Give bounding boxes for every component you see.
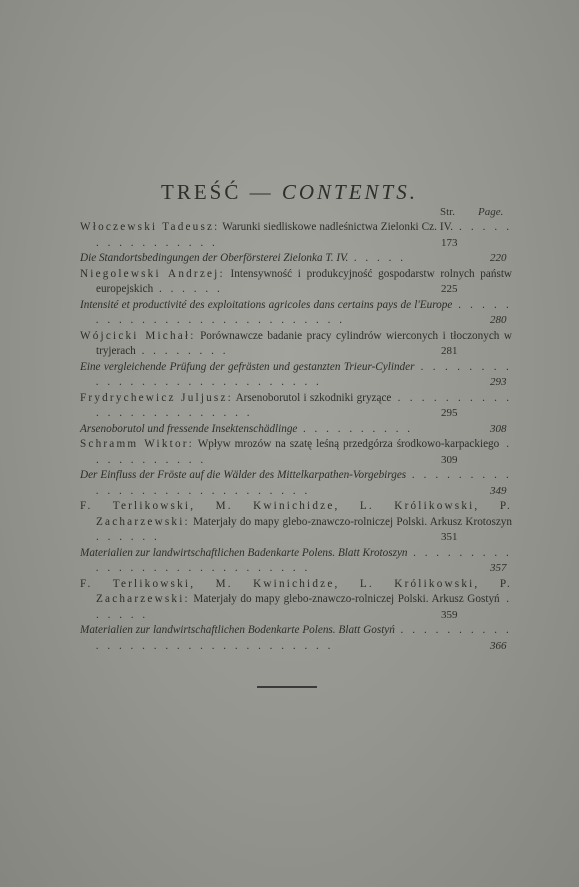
entry-text xyxy=(80,546,512,577)
entry-page-number: 349 xyxy=(490,484,507,497)
contents-entry xyxy=(80,267,512,298)
entry-leader-dots: . . . . . xyxy=(348,252,407,264)
entry-title: Porównawcze badanie pracy cylindrów wierconych i tłoczonych w tryjerach xyxy=(96,329,513,357)
entry-title: Materjały do mapy glebo-znawczo-rolniczej Polski. Arkusz Gostyń xyxy=(189,593,500,605)
entry-title: Arsenoborutol i szkodniki gryzące xyxy=(232,391,392,404)
contents-entry xyxy=(80,546,512,577)
contents-entry xyxy=(80,437,512,468)
contents-entry xyxy=(80,499,512,546)
contents-entry xyxy=(80,220,512,251)
entry-leader-dots: . . . . . . . . . . . xyxy=(96,438,512,466)
entry-page-number: 366 xyxy=(490,639,507,652)
entry-author: Niegolewski Andrzej: xyxy=(80,267,225,280)
entry-str-number: 281 xyxy=(441,345,458,357)
contents-entry xyxy=(80,577,512,624)
entry-str-number: 359 xyxy=(441,608,458,621)
entry-text xyxy=(80,298,512,329)
contents-entry xyxy=(80,298,512,329)
entry-str-number: 351 xyxy=(441,531,458,543)
column-header-str: Str. xyxy=(440,206,455,218)
entry-author: F. Terlikowski, M. Kwinichidze, L. Królikowski, P. Zacharzewski: xyxy=(80,500,512,528)
entry-author: Włoczewski Tadeusz: xyxy=(80,221,220,233)
contents-entry xyxy=(80,329,512,360)
entry-leader-dots: . . . . . . xyxy=(153,283,223,295)
entry-author: F. Terlikowski, M. Kwinichidze, L. Królikowski, P. Zacharzewski: xyxy=(80,577,512,605)
contents-entry xyxy=(80,391,512,422)
entry-title: Wpływ mrozów na szatę leśną przedgórza środkowo-karpackiego xyxy=(193,438,500,450)
entry-leader-dots: . . . . . . . . . . . . . . . . . . . . . . . . . . . . xyxy=(96,546,512,574)
closing-rule xyxy=(257,686,317,688)
contents-entry xyxy=(80,623,512,654)
entry-text xyxy=(80,422,512,438)
entry-text xyxy=(80,251,512,267)
entry-author: Wójcicki Michał: xyxy=(80,329,196,342)
contents-entry xyxy=(80,422,512,438)
entry-leader-dots: . . . . . . . . . . xyxy=(297,422,414,435)
entry-title: Materialien zur landwirtschaftlichen Bodenkarte Polens. Blatt Gostyń xyxy=(80,624,395,636)
entry-title: Intensywność i produkcyjność gospodarstw rolnych państw europejskich xyxy=(96,267,513,295)
entry-page-number: 357 xyxy=(490,562,507,574)
entry-leader-dots: . . . . . . . . . . . . . . . . . . . . . . . . . . . . . . . xyxy=(96,624,513,652)
entry-author: Schramm Wiktor: xyxy=(80,438,194,450)
entry-title: Materialien zur landwirtschaftlichen Badenkarte Polens. Blatt Krotoszyn xyxy=(80,546,408,559)
entry-title: Warunki siedliskowe nadleśnictwa Zielonki Cz. IV. xyxy=(219,221,454,233)
entry-page-number: 308 xyxy=(490,422,507,435)
entry-page-number: 280 xyxy=(490,314,507,326)
entry-page-number: 220 xyxy=(490,252,507,264)
entry-author: Frydrychewicz Juljusz: xyxy=(80,391,233,404)
contents-list xyxy=(80,220,512,654)
entry-leader-dots: . . . . . . . . . . . . . . . . . . . . . . . . . . . . xyxy=(96,360,513,388)
entry-title: Arsenoborutol und fressende Insektenschädlinge xyxy=(80,422,298,435)
title-separator: — xyxy=(241,180,282,204)
entry-str-number: 309 xyxy=(441,453,458,466)
entry-text xyxy=(80,360,512,391)
entry-str-number: 295 xyxy=(441,407,458,419)
entry-title: Die Standortsbedingungen der Oberförsterei Zielonka T. IV. xyxy=(80,252,349,264)
entry-leader-dots: . . . . . . xyxy=(96,531,160,543)
column-header-page: Page. xyxy=(478,206,504,218)
entry-text xyxy=(80,468,512,499)
title-polish: TREŚĆ xyxy=(161,180,242,204)
entry-title: Intensité et productivité des exploitations agricoles dans certains pays de l'Europe xyxy=(80,298,453,311)
contents-entry xyxy=(80,360,512,391)
entry-leader-dots: . . . . . . . . xyxy=(135,345,229,357)
entry-text xyxy=(80,623,512,654)
entry-str-number: 173 xyxy=(441,236,458,249)
contents-entry xyxy=(80,468,512,499)
entry-leader-dots: . . . . . . xyxy=(96,593,512,621)
entry-title: Der Einfluss der Fröste auf die Wälder des Mittelkarpathen-Vorgebirges xyxy=(80,469,407,481)
page-title xyxy=(0,180,579,205)
entry-title: Materjały do mapy glebo-znawczo-rolniczej Polski. Arkusz Krotoszyn xyxy=(189,515,512,528)
entry-str-number: 225 xyxy=(441,283,458,295)
entry-leader-dots: . . . . . . . . . . . . . . . . . . . . . . . . . . . xyxy=(96,298,513,326)
entry-leader-dots: . . . . . . . . . . . . . . . . . . . . . . . . . . . . xyxy=(96,469,512,497)
entry-page-number: 293 xyxy=(490,376,507,388)
entry-leader-dots: . . . . . . . . . . . . . . . . . . . . . . . . xyxy=(96,391,513,419)
title-english: CONTENTS. xyxy=(281,180,418,204)
entry-title: Eine vergleichende Prüfung der gefrästen und gestanzten Trieur-Cylinder xyxy=(80,360,415,373)
contents-entry xyxy=(80,251,512,267)
entry-leader-dots: . . . . . . . . . . . . . . . . xyxy=(96,221,512,249)
